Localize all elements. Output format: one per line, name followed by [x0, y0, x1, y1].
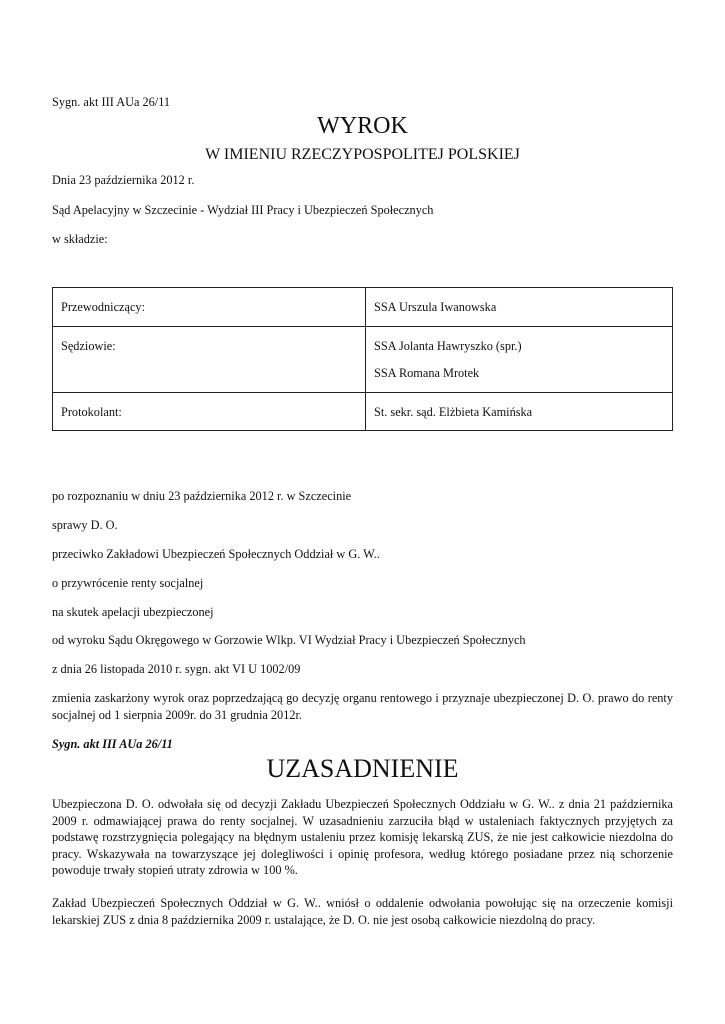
justification-paragraph: Zakład Ubezpieczeń Społecznych Oddział w G. W.. wniósł o oddalenie odwołania powołując się na orzeczenie komisji lekarskiej ZUS z dnia 8 października 2009 r. ustalające, że D. O. nie jest osobą całkowicie niezdolną do pracy. — [52, 896, 673, 927]
judge-name: SSA Jolanta Hawryszko (spr.) — [374, 338, 522, 353]
clerk-label: Protokolant: — [53, 392, 366, 431]
presiding-label: Przewodniczący: — [53, 288, 366, 327]
presiding-value: SSA Urszula Iwanowska — [366, 288, 673, 327]
document-title: WYROK — [317, 113, 408, 139]
justification-case-number: Sygn. akt III AUa 26/11 — [52, 737, 173, 751]
document-subtitle: W IMIENIU RZECZYPOSPOLITEJ POLSKIEJ — [205, 146, 520, 163]
judge-name: SSA Romana Mrotek — [374, 366, 480, 381]
verdict-line: z dnia 26 listopada 2010 r. sygn. akt VI U 1002/09 — [52, 662, 301, 676]
case-number: Sygn. akt III AUa 26/11 — [52, 95, 171, 109]
table-row — [53, 326, 673, 392]
verdict-line: o przywrócenie renty socjalnej — [52, 576, 204, 590]
composition-table — [52, 287, 673, 431]
verdict-line: od wyroku Sądu Okręgowego w Gorzowie Wlkp. VI Wydział Pracy i Ubezpieczeń Społecznych — [52, 633, 526, 647]
judges-value — [366, 326, 673, 392]
judges-label: Sędziowie: — [53, 326, 366, 392]
verdict-line: przeciwko Zakładowi Ubezpieczeń Społecznych Oddział w G. W.. — [52, 547, 380, 561]
verdict-line: na skutek apelacji ubezpieczonej — [52, 605, 214, 619]
verdict-line: po rozpoznaniu w dniu 23 października 2012 r. w Szczecinie — [52, 489, 352, 503]
judgment-date: Dnia 23 października 2012 r. — [52, 173, 195, 187]
clerk-value: St. sekr. sąd. Elżbieta Kamińska — [366, 392, 673, 431]
verdict-line: sprawy D. O. — [52, 518, 118, 532]
justification-paragraph: Ubezpieczona D. O. odwołała się od decyzji Zakładu Ubezpieczeń Społecznych Oddziału w G. W.. z dnia 21 października 2009 r. odmawiającej prawa do renty socjalnej. W uzasadnieniu zarzuciła błąd w ustaleniach faktycznych przyjętych za podstawę rozstrzygnięcia polegający na błędnym ustaleniu przez komisję lekarską ZUS, że nie jest całkowicie niezdolna do pracy. Wskazywała na towarzyszące jej dolegliwości i opinię profesora, według którego posiadane przez nią schorzenie powoduje trwały stopień utraty zdrowia w 100 %. — [52, 797, 673, 878]
verdict-decision: zmienia zaskarżony wyrok oraz poprzedzającą go decyzję organu rentowego i przyznaje ubezpieczonej D. O. prawo do renty socjalnej od 1 sierpnia 2009r. do 31 grudnia 2012r. — [52, 691, 673, 722]
table-row — [53, 288, 673, 327]
justification-heading: UZASADNIENIE — [266, 754, 459, 783]
table-row — [53, 392, 673, 431]
court-name: Sąd Apelacyjny w Szczecinie - Wydział III Pracy i Ubezpieczeń Społecznych — [52, 203, 434, 217]
composition-intro: w składzie: — [52, 232, 108, 246]
